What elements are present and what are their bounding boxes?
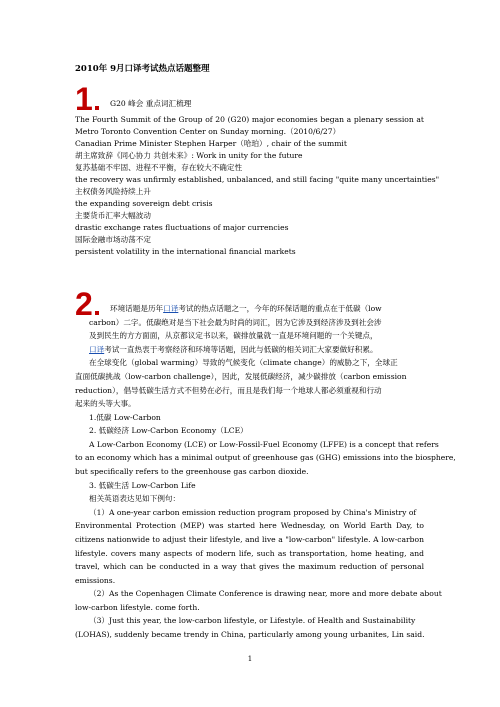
section-1-line: Canadian Prime Minister Stephen Harper（哈珀）, chair of the summit (75, 139, 347, 148)
section-1-line: 复苏基础不牢固、进程不平衡，存在较大不确定性 (75, 163, 243, 172)
section-1-line: 主要货币汇率大幅波动 (75, 211, 151, 220)
example-line: Environmental Protection (MEP) was started here Wednesday, on World Earth Day, to (75, 521, 424, 530)
kouyi-link[interactable]: 口译 (163, 304, 179, 313)
section-1-line: the expanding sovereign debt crisis (75, 199, 213, 208)
section-2-line: reduction），倡导低碳生活方式不但势在必行，而且是我们每一个地球人都必须重视和行动 (75, 386, 382, 395)
list-item: 2. 低碳经济 Low-Carbon Economy（LCE） (89, 426, 248, 435)
list-item: 相关英语表达见如下例句： (89, 494, 181, 503)
example-line: travel, which can be conducted in a way that gives the maximum reduction of personal (75, 562, 424, 571)
list-item: 3. 低碳生活 Low-Carbon Life (89, 481, 196, 490)
section-1-heading: G20 峰会 重点词汇梳理 (110, 99, 192, 108)
definition-line: A Low-Carbon Economy (LCE) or Low-Fossil-Fuel Economy (LFFE) is a concept that refers (89, 440, 439, 449)
section-1-line: The Fourth Summit of the Group of 20 (G20) major economies began a plenary session at (75, 115, 424, 124)
list-item: 1.低碳 Low-Carbon (89, 413, 161, 422)
example-line: citizens nationwide to adjust their lifestyle, and live a "low-carbon" lifestyle. A low-carbon (75, 535, 424, 544)
section-2-line: carbon）二字。低碳绝对是当下社会最为时尚的词汇，因为它涉及到经济涉及到社会涉 (89, 318, 382, 327)
section-1-line: drastic exchange rates fluctuations of major currencies (75, 223, 289, 232)
section-2-line: 起来的头等大事。 (75, 399, 136, 408)
definition-line: to an economy which has a minimal output of greenhouse gas (GHG) emissions into the biosphere, (75, 453, 456, 462)
section-1-number: 1 (75, 83, 99, 115)
section-1-line: persistent volatility in the international financial markets (75, 247, 296, 256)
page-number: 1 (247, 655, 253, 663)
example-line: （3）Just this year, the low-carbon lifestyle, or Lifestyle. of Health and Sustainability (89, 616, 416, 625)
section-1-line: 国际金融市场动荡不定 (75, 235, 151, 244)
example-line: low-carbon lifestyle. come forth. (75, 603, 200, 612)
section-1-line: 主权债务风险持续上升 (75, 187, 151, 196)
section-1-line: the recovery was unfirmly established, unbalanced, and still facing "quite many uncertainties" (75, 175, 440, 184)
example-line: (LOHAS), suddenly became trendy in China, particularly among young urbanites, Lin said. (75, 630, 425, 639)
section-1-line: Metro Toronto Convention Center on Sunday morning.（2010/6/27） (75, 127, 341, 136)
example-line: emissions. (75, 576, 116, 585)
section-2-line: 口译考试一直热衷于考察经济和环境等话题，因此与低碳的相关词汇大家要做好积累。 (89, 345, 378, 354)
section-2-number: 2 (75, 288, 99, 320)
section-2-line: 在全球变化（global warming）导致的气候变化（climate change）的威胁之下，全球正 (89, 358, 398, 367)
section-number-dot (95, 311, 99, 315)
example-line: （2）As the Copenhagen Climate Conference is drawing near, more and more debate about (89, 589, 442, 598)
page-title: 2010年 9月口译考试热点话题整理 (75, 64, 210, 74)
example-line: lifestyle. covers many aspects of modern life, such as transportation, home heating, and (75, 549, 424, 558)
definition-line: but specifically refers to the greenhouse gas carbon dioxide. (75, 467, 309, 476)
section-2-line: 环境话题是历年口译考试的热点话题之一，今年的环保话题的重点在于低碳（low (110, 304, 382, 313)
example-line: （1）A one-year carbon emission reduction program proposed by China's Ministry of (89, 508, 417, 517)
section-1-line: 胡主席致辞《同心协力 共创未来》: Work in unity for the future (75, 151, 303, 160)
section-2-line: 直面低碳挑战（low-carbon challenge），因此，发展低碳经济，减少碳排放（carbon emission (75, 372, 407, 381)
section-2-line: 及到民生的方方面面，从京都议定书以来，碳排放量就一直是环境问题的一个关键点， (89, 331, 378, 340)
kouyi-link[interactable]: 口译 (89, 345, 105, 354)
section-number-dot (95, 106, 99, 110)
